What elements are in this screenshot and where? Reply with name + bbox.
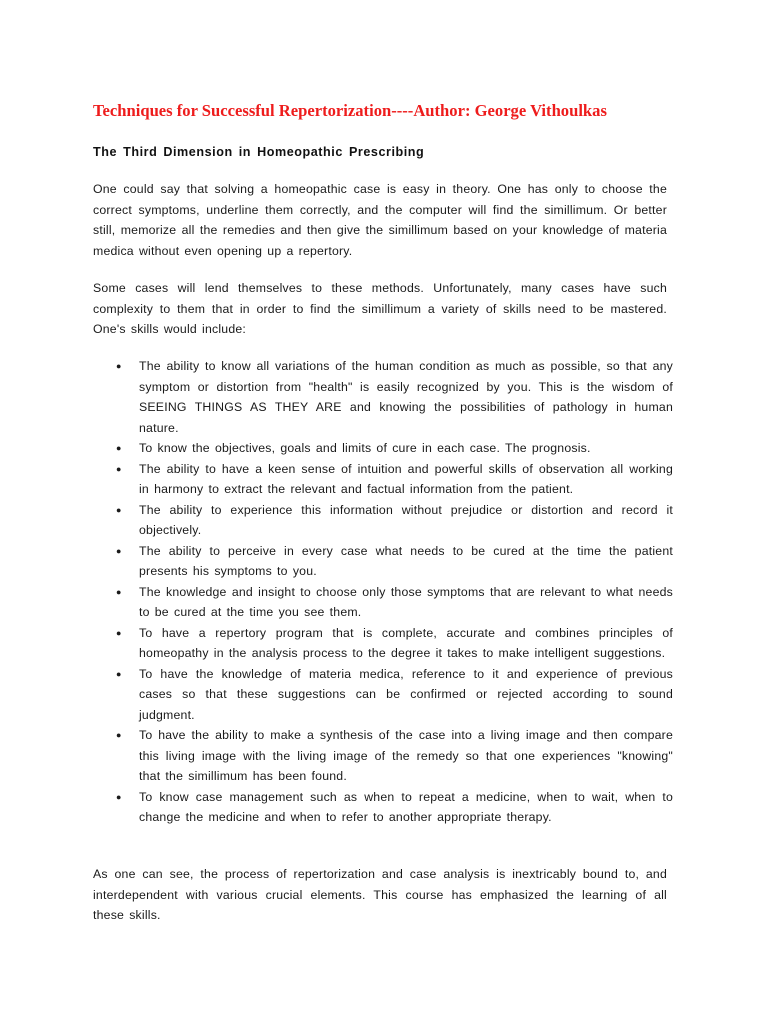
list-item-text: To have the ability to make a synthesis of the case into a living image and then compare this living image with the living image of the remedy so that one experiences "knowing" that the simillimum has been found. — [139, 728, 673, 783]
list-item-text: The ability to perceive in every case what needs to be cured at the time the patient presents his symptoms to you. — [139, 543, 673, 578]
skills-list — [93, 356, 673, 828]
bullet-icon: ● — [116, 627, 122, 638]
bullet-icon: ● — [116, 730, 122, 740]
list-item-text: To know case management such as when to repeat a medicine, when to wait, when to change the medicine and when to refer to another appropriate therapy. — [139, 789, 673, 824]
skills-intro-paragraph: Some cases will lend themselves to these methods. Unfortunately, many cases have such complexity to them that in order to find the simillimum a variety of skills need to be mastered. One's skills would include: — [93, 281, 667, 336]
bullet-icon: ● — [116, 361, 122, 371]
list-item-text: To have the knowledge of materia medica, reference to it and experience of previous cases so that these suggestions can be confirmed or rejected according to sound judgment. — [139, 666, 673, 722]
bullet-icon: ● — [116, 443, 122, 453]
list-item — [93, 582, 673, 623]
bullet-icon: ● — [116, 791, 122, 802]
list-item — [93, 459, 673, 500]
conclusion-paragraph: As one can see, the process of repertorization and case analysis is inextricably bound to, and interdependent with various crucial elements. This course has emphasized the learning of all these skills. — [93, 867, 667, 922]
list-item — [93, 356, 673, 438]
bullet-icon: ● — [116, 463, 122, 474]
list-item — [93, 541, 673, 582]
list-item — [93, 725, 673, 787]
list-item-text: The ability to have a keen sense of intuition and powerful skills of observation all working in harmony to extract the relevant and factual information from the patient. — [139, 461, 673, 496]
list-item — [93, 623, 673, 664]
list-item — [93, 438, 673, 459]
bullet-icon: ● — [116, 545, 122, 556]
intro-paragraph: One could say that solving a homeopathic case is easy in theory. One has only to choose the correct symptoms, underline them correctly, and the computer will find the simillimum. Or better still, memorize all the remedies and then give the simillimum based on your knowledge of materia medica without even opening up a repertory. — [93, 182, 667, 258]
list-item — [93, 500, 673, 541]
list-item-text: To know the objectives, goals and limits of cure in each case. The prognosis. — [139, 441, 591, 455]
document-title: Techniques for Successful Repertorization----Author: George Vithoulkas — [93, 101, 607, 120]
bullet-icon: ● — [116, 504, 122, 515]
list-item-text: The ability to experience this information without prejudice or distortion and record it objectively. — [139, 502, 673, 537]
list-item — [93, 664, 673, 726]
list-item-text: To have a repertory program that is complete, accurate and combines principles of homeopathy in the analysis process to the degree it takes to make intelligent suggestions. — [139, 625, 673, 660]
list-item-text: The ability to know all variations of the human condition as much as possible, so that any symptom or distortion from "health" is easily recognized by you. This is the wisdom of SEEING THINGS AS THEY ARE and knowing the possibilities of pathology in human nature. — [139, 359, 673, 435]
bullet-icon: ● — [116, 668, 122, 679]
list-item — [93, 787, 673, 828]
document-subtitle: The Third Dimension in Homeopathic Prescribing — [93, 145, 425, 159]
bullet-icon: ● — [116, 586, 122, 597]
list-item-text: The knowledge and insight to choose only those symptoms that are relevant to what needs to be cured at the time you see them. — [139, 584, 673, 619]
